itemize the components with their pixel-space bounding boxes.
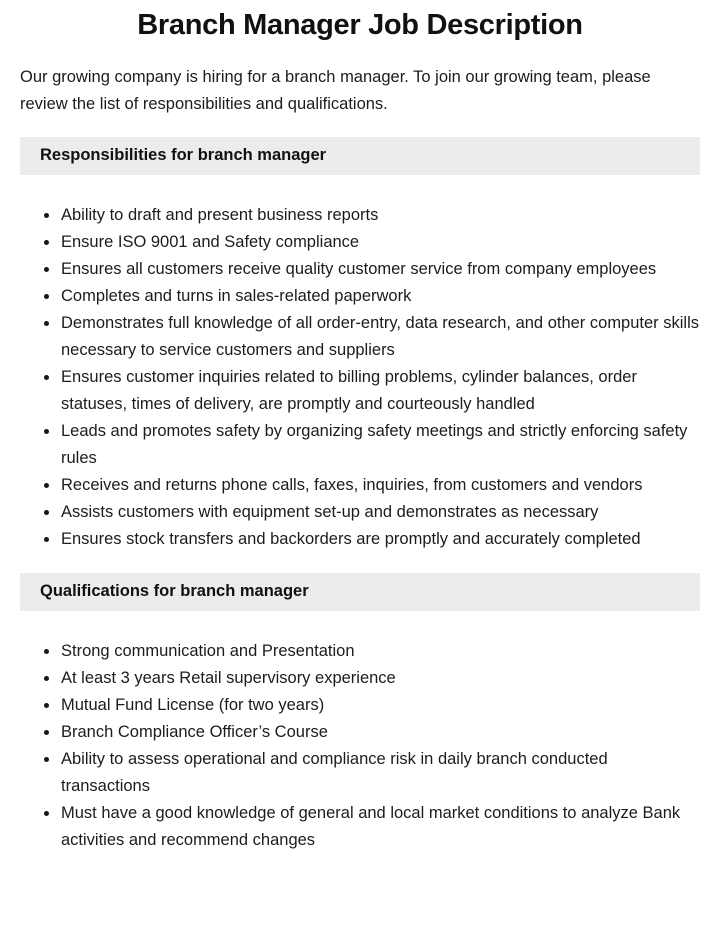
- page-title: Branch Manager Job Description: [137, 9, 583, 41]
- section-header-responsibilities: [20, 137, 700, 175]
- list-item: At least 3 years Retail supervisory experience: [61, 665, 700, 692]
- list-item: Ensures stock transfers and backorders are promptly and accurately completed: [61, 526, 700, 553]
- list-item: Mutual Fund License (for two years): [61, 692, 700, 719]
- intro-paragraph: Our growing company is hiring for a branch manager. To join our growing team, please review the list of responsibilities and qualifications.: [20, 68, 651, 113]
- list-item: Completes and turns in sales-related paperwork: [61, 283, 700, 310]
- list-item: Branch Compliance Officer’s Course: [61, 719, 700, 746]
- list-item: Must have a good knowledge of general and local market conditions to analyze Bank activities and recommend changes: [61, 800, 700, 854]
- qualifications-list: [20, 638, 700, 854]
- list-item: Assists customers with equipment set-up and demonstrates as necessary: [61, 499, 700, 526]
- qualifications-heading: Qualifications for branch manager: [40, 582, 309, 600]
- responsibilities-list: [20, 202, 700, 553]
- list-item: Ability to assess operational and compliance risk in daily branch conducted transactions: [61, 746, 700, 800]
- responsibilities-heading: Responsibilities for branch manager: [40, 146, 327, 164]
- list-item: Ensures customer inquiries related to billing problems, cylinder balances, order statuses, times of delivery, are promptly and courteously handled: [61, 364, 700, 418]
- list-item: Strong communication and Presentation: [61, 638, 700, 665]
- list-item: Ability to draft and present business reports: [61, 202, 700, 229]
- list-item: Receives and returns phone calls, faxes, inquiries, from customers and vendors: [61, 472, 700, 499]
- list-item: Leads and promotes safety by organizing safety meetings and strictly enforcing safety rules: [61, 418, 700, 472]
- list-item: Ensure ISO 9001 and Safety compliance: [61, 229, 700, 256]
- list-item: Ensures all customers receive quality customer service from company employees: [61, 256, 700, 283]
- section-header-qualifications: [20, 573, 700, 611]
- list-item: Demonstrates full knowledge of all order-entry, data research, and other computer skills necessary to service customers and suppliers: [61, 310, 700, 364]
